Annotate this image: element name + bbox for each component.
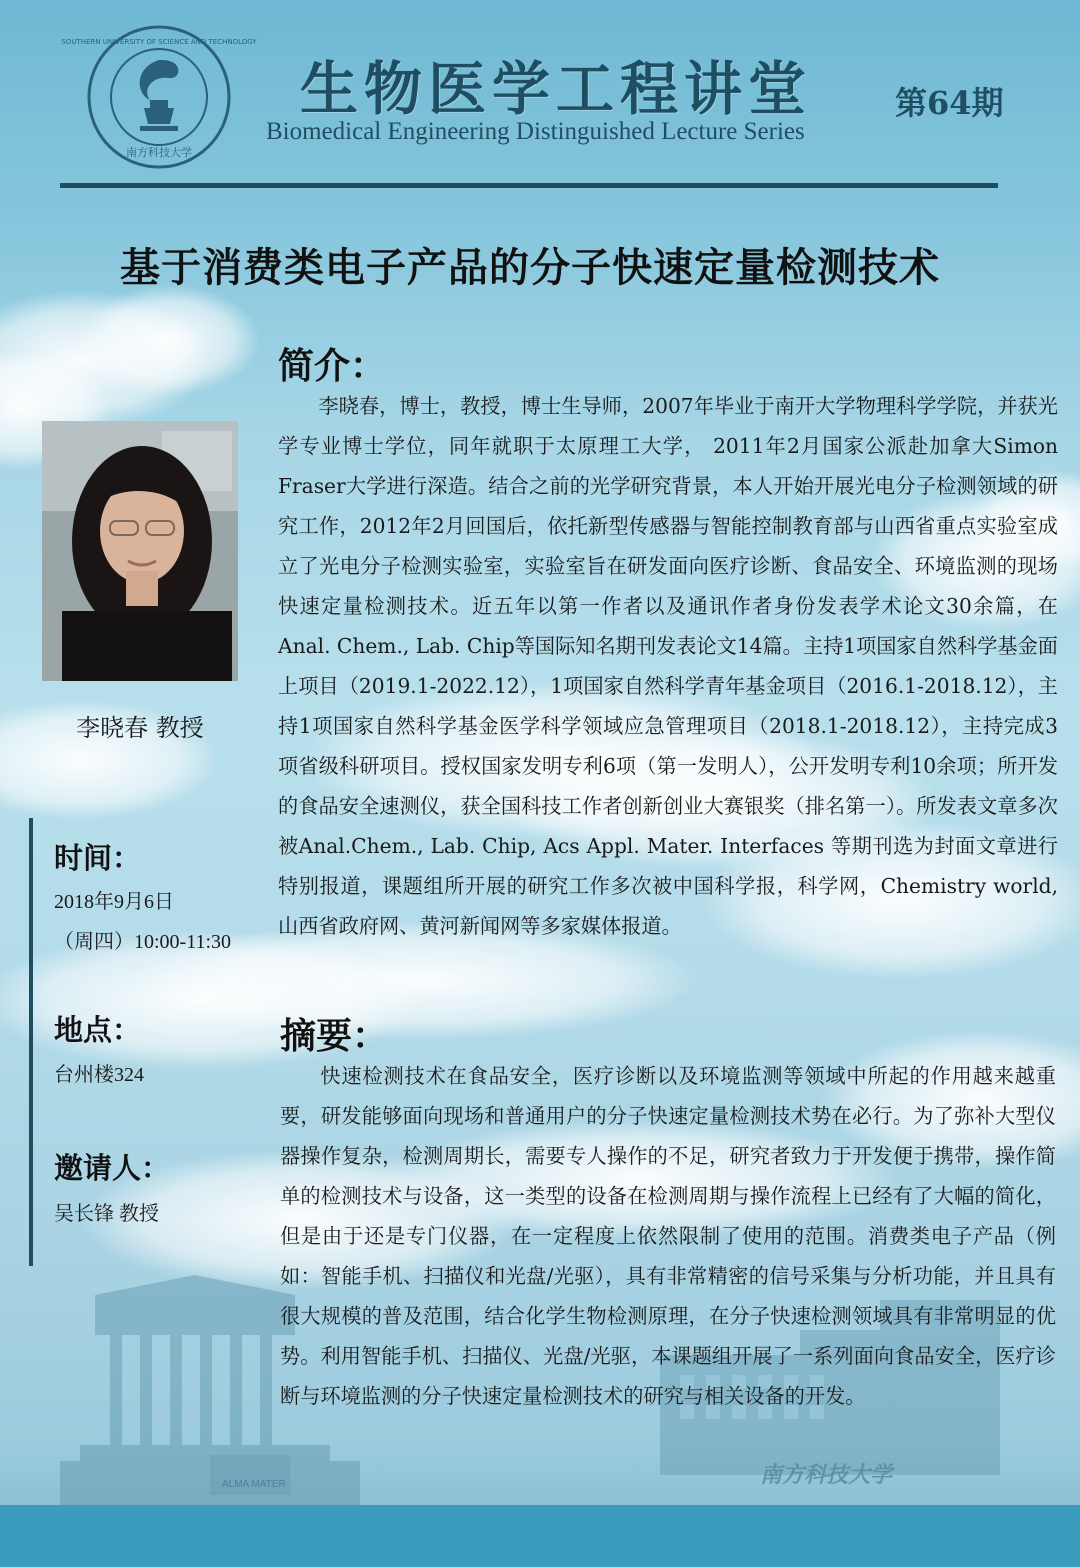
- seal-chinese-text: 南方科技大学: [126, 146, 192, 159]
- series-subtitle: Biomedical Engineering Distinguished Lecture Series: [266, 118, 805, 145]
- host-value: 吴长锋 教授: [54, 1203, 159, 1225]
- place-label: 地点：: [54, 1013, 142, 1047]
- lecture-title: 基于消费类电子产品的分子快速定量检测技术: [120, 245, 940, 291]
- series-title: 生物医学工程讲堂: [300, 55, 813, 123]
- bio-paragraph: 李晓春，博士，教授，博士生导师，2007年毕业于南开大学物理科学学院，并获光学专业博士学位，同年就职于太原理工大学， 2011年2月国家公派赴加拿大Simon Fraser大学进行深造。结合之前的光学研究背景，本人开始开展光电分子检测领域的研究工作，2012年2月回国后，依托新型传感器与智能控制教育部与山西省重点实验室成立了光电分子检测实验室，实验室旨在研发面向医疗诊断、食品安全、环境监测的现场快速定量检测技术。近五年以第一作者以及通讯作者身份发表学术论文30余篇，在Anal. Chem., Lab. Chip等国际知名期刊发表论文14篇。主持1项国家自然科学基金面上项目（2019.1-2022.12），1项国家自然科学青年基金项目（2016.1-2018.12），主持1项国家自然科学基金医学科学领域应急管理项目（2018.1-2018.12），主持完成3项省级科研项目。授权国家发明专利6项（第一发明人），公开发明专利10余项；所开发的食品安全速测仪，获全国科技工作者创新创业大赛银奖（排名第一）。所发表文章多次被Anal.Chem., Lab. Chip, Acs Appl. Mater. Interfaces 等期刊选为封面文章进行特别报道，课题组所开展的研究工作多次被中国科学报，科学网，Chemistry world, 山西省政府网、黄河新闻网等多家媒体报道。: [278, 394, 1058, 938]
- speaker-photo: [42, 421, 238, 681]
- campus-caption: 南方科技大学: [760, 1462, 893, 1488]
- speaker-name: 李晓春 教授: [76, 714, 204, 742]
- header-divider: [60, 183, 998, 188]
- bio-heading: 简介：: [278, 346, 387, 387]
- time-date: 2018年9月6日: [54, 891, 174, 913]
- place-value: 台州楼324: [54, 1064, 144, 1086]
- time-hours: （周四）10:00-11:30: [54, 931, 232, 953]
- abstract-heading: 摘要：: [280, 1016, 389, 1057]
- host-label: 邀请人：: [54, 1151, 171, 1185]
- time-label: 时间：: [54, 841, 142, 875]
- sidebar-divider: [29, 818, 33, 1266]
- university-seal: [61, 24, 257, 170]
- seal-english-text: SOUTHERN UNIVERSITY OF SCIENCE AND TECHNOLOGY: [61, 38, 257, 46]
- abstract-paragraph: 快速检测技术在食品安全，医疗诊断以及环境监测等领域中所起的作用越来越重要，研发能够面向现场和普通用户的分子快速定量检测技术势在必行。为了弥补大型仪器操作复杂，检测周期长，需要专人操作的不足，研究者致力于开发便于携带，操作简单的检测技术与设备，这一类型的设备在检测周期与操作流程上已经有了大幅的简化，但是由于还是专门仪器，在一定程度上依然限制了使用的范围。消费类电子产品（例如：智能手机、扫描仪和光盘/光驱），具有非常精密的信号采集与分析功能，并且具有很大规模的普及范围，结合化学生物检测原理，在分子快速检测领域具有非常明显的优势。利用智能手机、扫描仪、光盘/光驱，本课题组开展了一系列面向食品安全，医疗诊断与环境监测的分子快速定量检测技术的研究与相关设备的开发。: [280, 1064, 1056, 1408]
- issue-number: 第64期: [895, 84, 1004, 122]
- statue-caption: ALMA MATER: [222, 1479, 286, 1490]
- footer-bar: [0, 1505, 1080, 1567]
